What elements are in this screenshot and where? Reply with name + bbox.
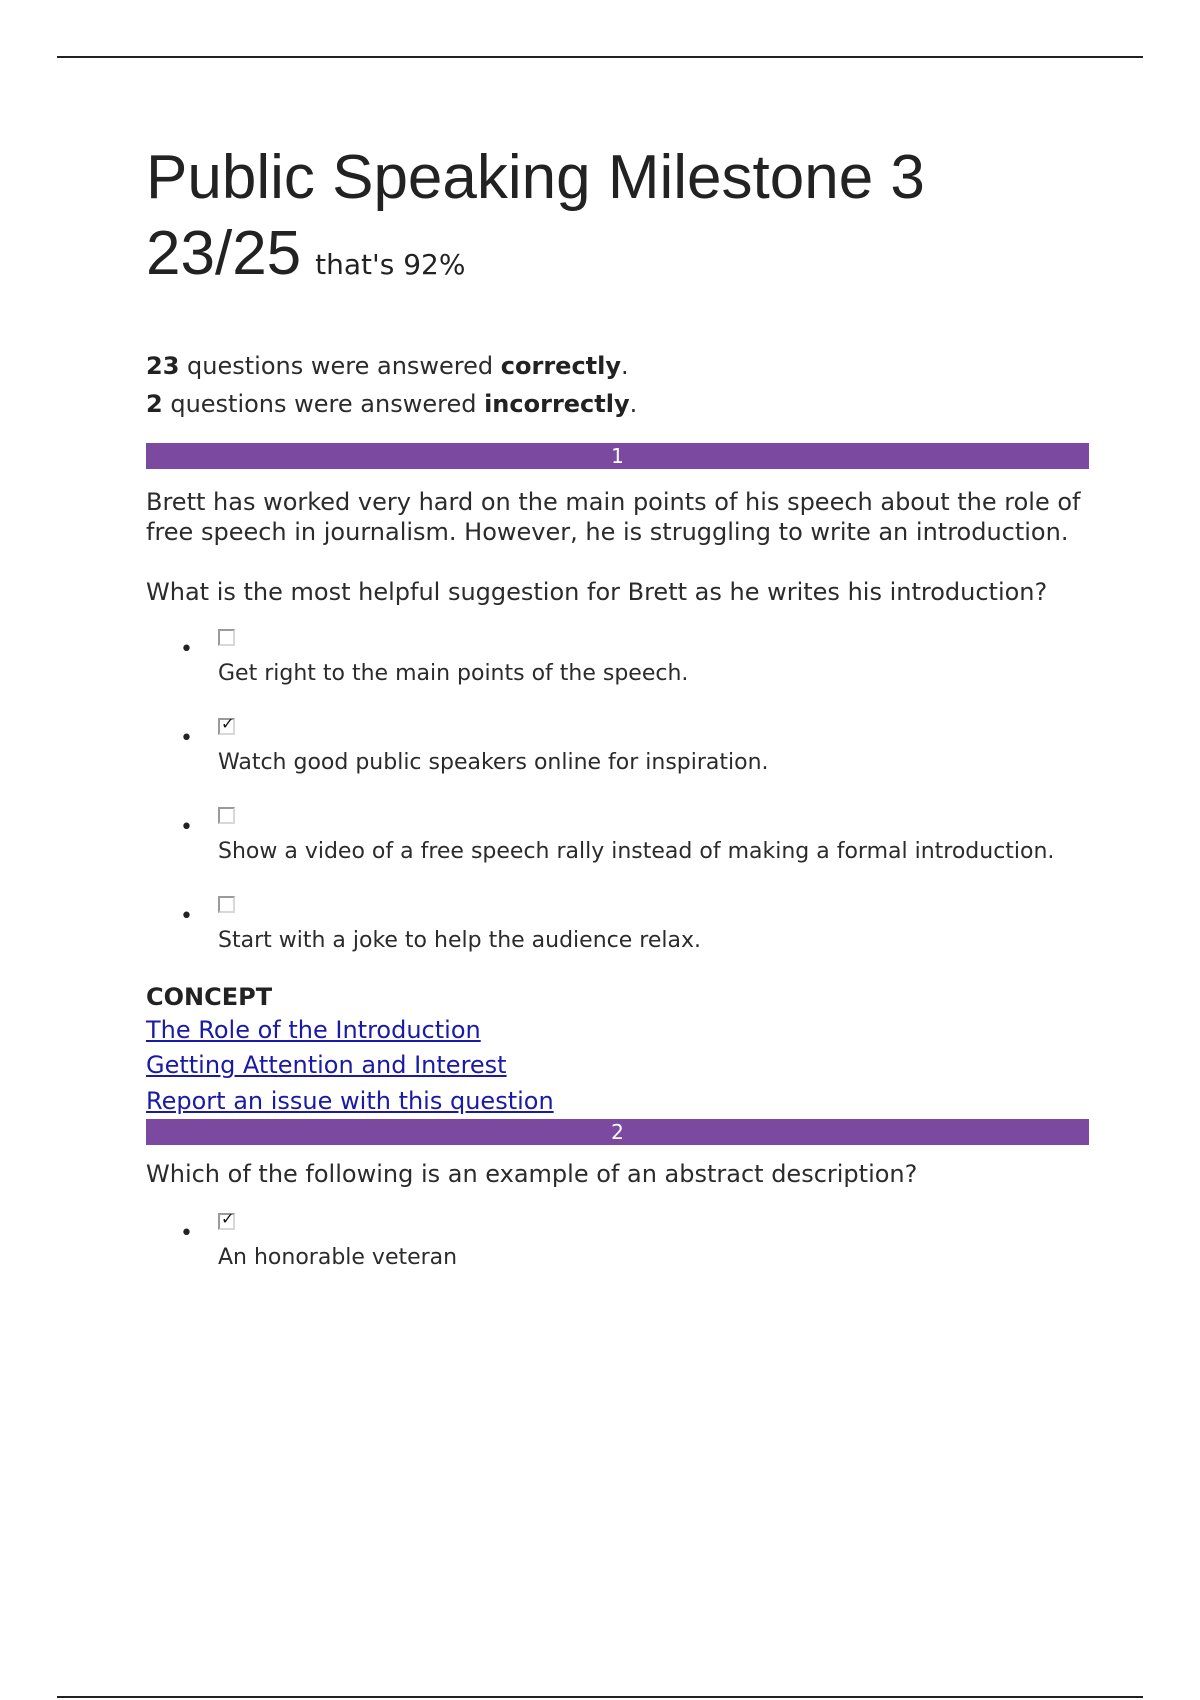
correct-word: correctly [500,352,622,380]
bullet-icon: • [180,904,193,929]
answer-option[interactable] [146,1209,1089,1272]
page-title: Public Speaking Milestone 3 [146,143,925,212]
answer-option[interactable] [146,807,1089,866]
concept-link-getting-attention[interactable]: Getting Attention and Interest [146,1051,507,1079]
answer-text: Start with a joke to help the audience relax. [218,928,701,953]
top-rule [57,56,1143,58]
summary-correct [146,347,1089,385]
incorrect-period: . [629,390,638,418]
summary-incorrect [146,385,1089,423]
answer-text: An honorable veteran [218,1245,458,1270]
answer-option[interactable] [146,714,1089,777]
answer-option[interactable] [146,896,1089,955]
incorrect-text: questions were answered [162,390,485,418]
answer-text: Show a video of a free speech rally instead of making a formal introduction. [218,839,1055,864]
correct-count: 23 [146,352,180,380]
answer-options [146,629,1089,955]
score-percent: that's 92% [315,248,466,281]
bullet-icon: • [180,726,193,751]
incorrect-word: incorrectly [484,390,630,418]
bullet-icon: • [180,815,193,840]
answer-checkbox[interactable] [218,629,235,646]
checkmark-icon: ✓ [221,714,235,733]
correct-text: questions were answered [179,352,501,380]
question-number-bar: 1 [146,443,1089,469]
concept-link-role-of-introduction[interactable]: The Role of the Introduction [146,1016,481,1044]
score-value: 23/25 [146,219,302,288]
score-line [146,216,1089,307]
incorrect-count: 2 [146,390,163,418]
answer-checkbox[interactable] [218,807,235,824]
quiz-results [146,140,1089,1302]
answer-checkbox[interactable] [218,896,235,913]
checkmark-icon: ✓ [221,1209,235,1228]
answer-checkbox[interactable] [218,1209,235,1230]
answer-checkbox[interactable] [218,714,235,735]
answer-options [146,1209,1089,1272]
bullet-icon: • [180,637,193,662]
question-1 [146,443,1089,1119]
results-summary [146,347,1089,423]
answer-text: Watch good public speakers online for inspiration. [218,750,769,775]
question-number-bar: 2 [146,1119,1089,1145]
question-prompt: What is the most helpful suggestion for Brett as he writes his introduction? [146,578,1048,606]
correct-period: . [621,352,629,380]
question-2 [146,1119,1089,1272]
report-issue-link[interactable]: Report an issue with this question [146,1087,554,1115]
answer-option[interactable] [146,629,1089,688]
concept-heading: CONCEPT [146,983,273,1011]
bottom-rule [57,1696,1143,1698]
bullet-icon: • [180,1221,193,1246]
question-prompt: Which of the following is an example of an abstract description? [146,1160,918,1188]
answer-text: Get right to the main points of the speech. [218,661,689,686]
question-prompt: Brett has worked very hard on the main points of his speech about the role of free speech in journalism. However, he is struggling to write an introduction. [146,488,1081,546]
